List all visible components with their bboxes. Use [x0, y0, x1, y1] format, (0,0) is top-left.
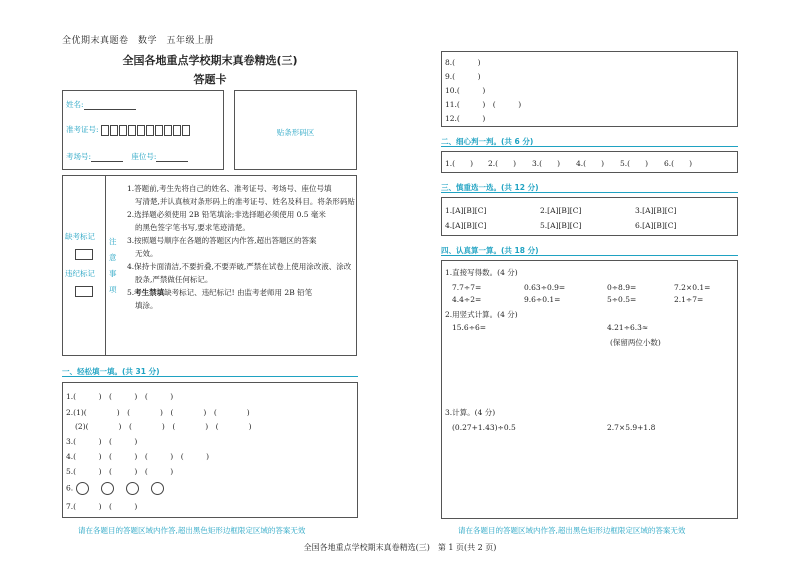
answer-circle[interactable] [126, 482, 139, 495]
section4-answer-box[interactable]: 1.直接写得数。(4 分) 7.7÷7= 0.63÷0.9= 0÷8.9= 7.2×0.1= 4.4÷2= 9.6÷0.1= 5÷0.5= 2.1÷7= 2.用竖式计算。(4 分) 15.6÷6= 4.21÷6.3≈ (保留两位小数) 3.计算。(4 分) (0.27+1.43)÷0.5 2.7×5.9+1.8 [441, 260, 738, 519]
barcode-area [234, 90, 357, 170]
violation-mark-box[interactable] [75, 286, 93, 297]
section4-title: 四、认真算一算。(共 18 分) [441, 246, 539, 255]
page-title: 全国各地重点学校期末真卷精选(三) [122, 54, 298, 67]
exam-id-label: 准考证号: [66, 125, 99, 134]
barcode-label: 贴条形码区 [276, 128, 315, 137]
answer-circle[interactable] [151, 482, 164, 495]
absent-mark-box[interactable] [75, 249, 93, 260]
section1-footer-warning: 请在各题目的答题区域内作答,超出黑色矩形边框限定区域的答案无效 [78, 526, 306, 535]
section2-divider [441, 146, 738, 147]
section1-answer-box[interactable]: 1.( ) ( ) ( ) 2.(1)( ) ( ) ( ) ( ) (2)( ) ( ) ( ) ( ) 3.( ) ( ) 4.( ) ( ) ( ) ( ) 5.( ) ( ) ( ) 6. 7.( ) ( ) [62, 382, 358, 518]
section4-divider [441, 255, 738, 256]
page-footer: 全国各地重点学校期末真卷精选(三) 第 1 页(共 2 页) [303, 543, 497, 552]
seat-field[interactable] [156, 153, 188, 162]
student-info-box [62, 90, 224, 170]
series-label: 全优期末真题卷 数学 五年级上册 [62, 36, 215, 46]
violation-mark-label: 违纪标记 [65, 269, 95, 278]
notes-side-label: 注 意 事 项 [109, 237, 117, 294]
notes-text: 1.答题前,考生先将自己的姓名、准考证号、考场号、座位号填 写清楚,并认真核对条形码上的准考证号、姓名及科目。将条形码贴 2.选择题必须使用 2B 铅笔填涂;非选择题必须使用 0.5 毫米 的黑色签字笔书写,要求笔迹清楚。 3.按照题号顺序在各题的答题区内作答,超出答题区的答案 无效。 4.保持卡面清洁,不要折叠,不要弄破,严禁在试卷上使用涂改液、涂改 胶条,严禁做任何标记。 5.考生禁填缺考标记、违纪标记! 由监考老师用 2B 铅笔 填涂。 [127, 184, 355, 310]
name-label: 姓名: [66, 100, 84, 109]
section2-title: 二、细心判一判。(共 6 分) [441, 137, 534, 146]
answer-circle[interactable] [76, 482, 89, 495]
answer-circle[interactable] [101, 482, 114, 495]
section3-title: 三、慎重选一选。(共 12 分) [441, 183, 539, 192]
section1-title: 一、轻松填一填。(共 31 分) [62, 367, 160, 376]
absent-mark-label: 缺考标记 [65, 232, 95, 241]
section3-divider [441, 192, 738, 193]
section3-answer-box[interactable]: 1.[A][B][C] 2.[A][B][C] 3.[A][B][C] 4.[A][B][C] 5.[A][B][C] 6.[A][B][C] [441, 197, 738, 236]
room-label: 考场号: [66, 152, 92, 161]
section1-q6: 6. [66, 482, 176, 495]
room-field[interactable] [91, 153, 123, 162]
section2-answer-box[interactable]: 1.( ) 2.( ) 3.( ) 4.( ) 5.( ) 6.( ) [441, 151, 738, 173]
name-field[interactable] [84, 101, 136, 110]
notes-box [62, 175, 357, 356]
section1-continued-box[interactable]: 8.( ) 9.( ) 10.( ) 11.( ) ( ) 12.( ) [441, 51, 738, 127]
section4-footer-warning: 请在各题目的答题区域内作答,超出黑色矩形边框限定区域的答案无效 [458, 526, 686, 535]
section1-divider [62, 376, 358, 377]
page-subtitle: 答题卡 [193, 73, 227, 86]
seat-label: 座位号: [131, 152, 157, 161]
exam-id-boxes[interactable] [101, 125, 191, 134]
marks-column [63, 176, 106, 355]
